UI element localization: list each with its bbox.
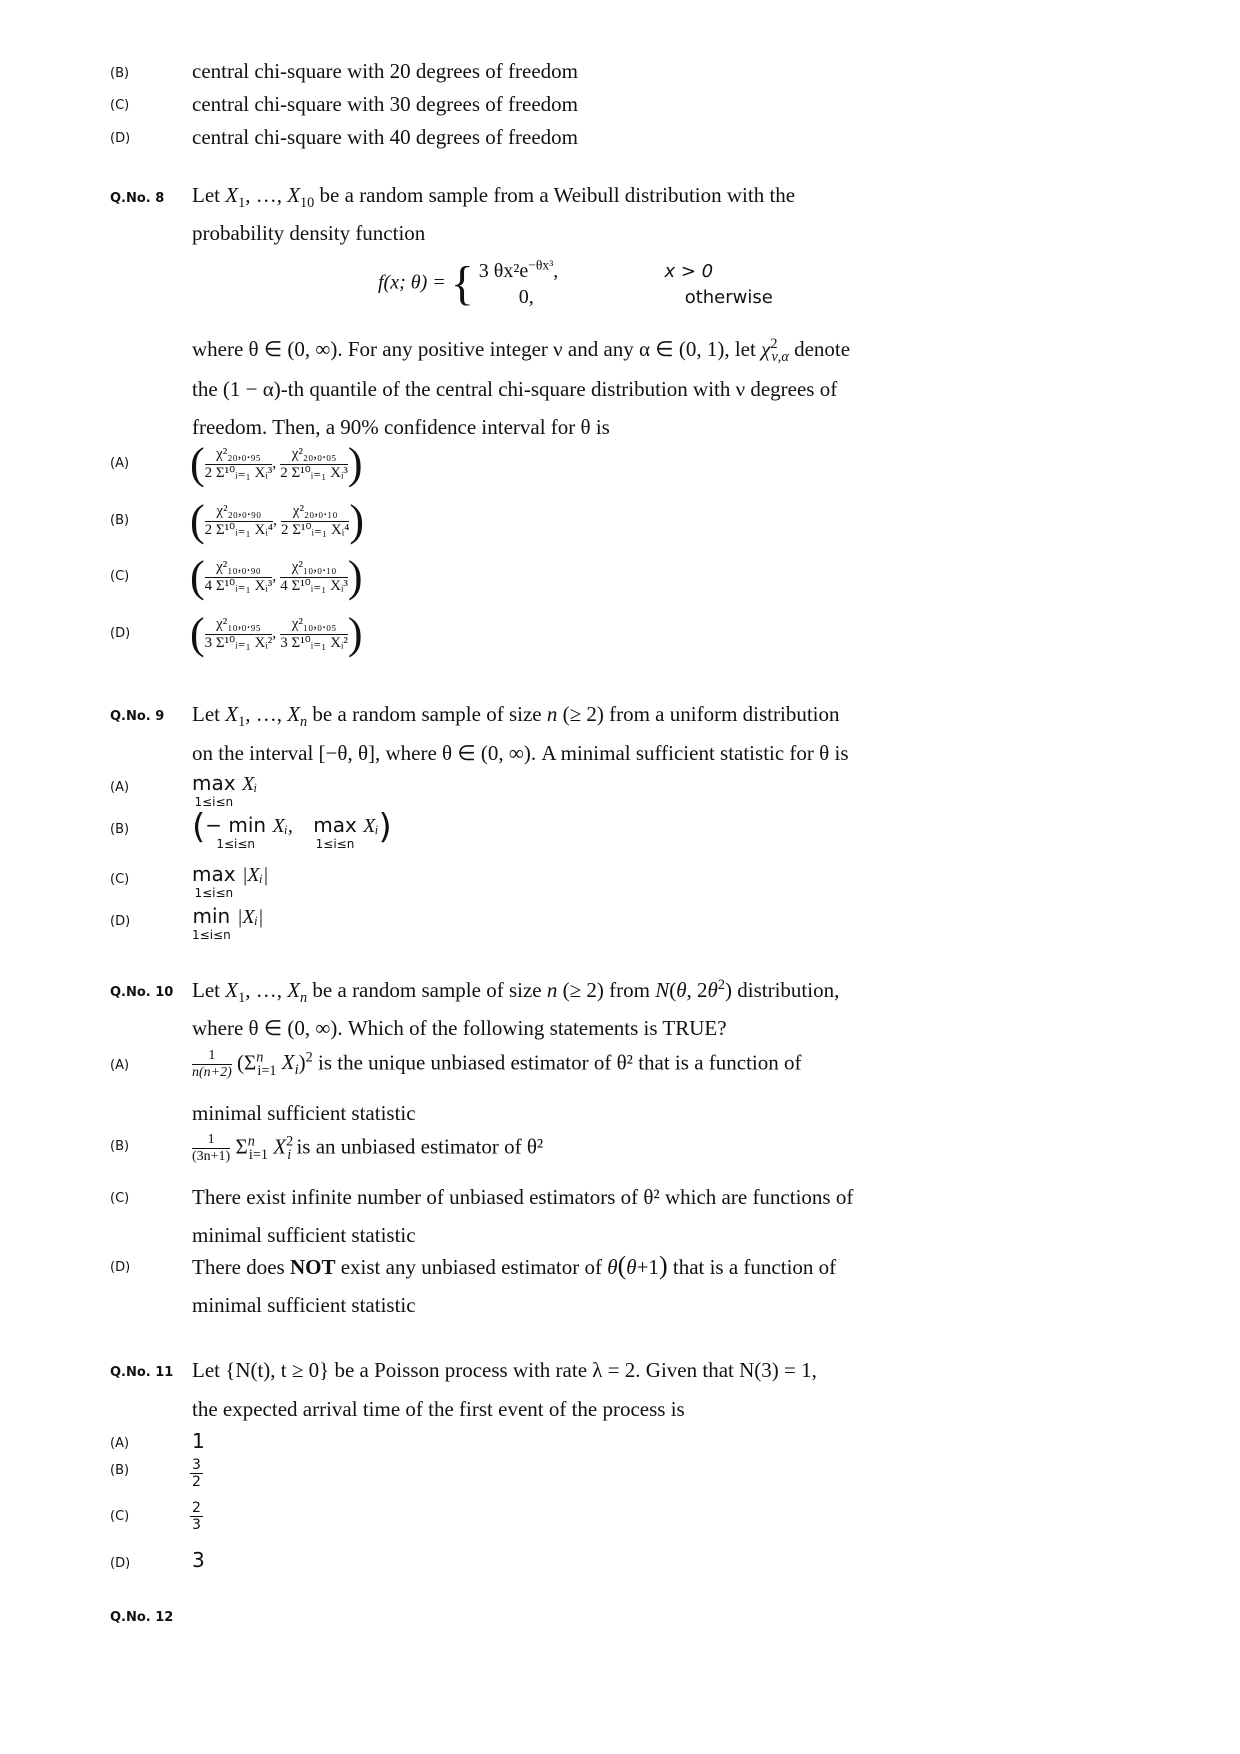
q8-option-b-interval: ( $\frac{\text{χ²₂₀,₀.₉₀}}{\text{2 Σ¹⁰ᵢ₌₁ Xᵢ⁴}}$ , $\frac{\text{χ²₂₀,₀.₁₀}}{\text{2 Σ¹⁰ᵢ₌₁ Xᵢ⁴}}$ ) <box>190 496 365 545</box>
q9-option-label-d: (D) <box>110 914 131 929</box>
q8-option-label-d: (D) <box>110 626 131 641</box>
option-text-c: central chi-square with 30 degrees of freedom <box>192 92 578 116</box>
q11-option-label-d: (D) <box>110 1556 131 1571</box>
q9-option-d: min 1≤i≤n |Xᵢ| <box>192 904 264 942</box>
q10-option-label-b: (B) <box>110 1139 130 1154</box>
q9-option-label-b: (B) <box>110 822 130 837</box>
q10-option-label-a: (A) <box>110 1058 130 1073</box>
q8-option-c-interval: ( $\frac{\text{χ²₁₀,₀.₉₀}}{\text{4 Σ¹⁰ᵢ₌₁ Xᵢ³}}$ , $\frac{\text{χ²₁₀,₀.₁₀}}{\text{4 Σ¹⁰ᵢ₌₁ Xᵢ³}}$ ) <box>190 552 363 601</box>
option-label-c: (C) <box>110 98 130 113</box>
q11-option-label-c: (C) <box>110 1509 130 1524</box>
q11-option-b-fraction: $\frac{3}{2}$ <box>192 1457 201 1491</box>
option-text-b: central chi-square with 20 degrees of freedom <box>192 59 578 83</box>
question-number-11: Q.No. 11 <box>110 1365 174 1380</box>
option-label-d: (D) <box>110 131 131 146</box>
q10-option-c-line-2: minimal sufficient statistic <box>192 1223 416 1247</box>
q11-option-a-value: 1 <box>192 1429 205 1453</box>
q10-line-2: where θ ∈ (0, ∞). Which of the following statements is TRUE? <box>192 1016 727 1040</box>
q10-option-a-line-2: minimal sufficient statistic <box>192 1101 416 1125</box>
q8-pdf-formula: f(x; θ) = { 3 $\theta x^2e^{-\theta x^3}$, x > 0 0, otherwise <box>378 256 773 310</box>
option-text-d: central chi-square with 40 degrees of freedom <box>192 125 578 149</box>
q11-option-c-fraction: $\frac{2}{3}$ <box>192 1500 201 1534</box>
q8-option-label-b: (B) <box>110 513 130 528</box>
q9-option-a: max 1≤i≤n Xᵢ <box>192 771 258 809</box>
q8-line-4: the (1 − α)-th quantile of the central chi-square distribution with ν degrees of <box>192 377 838 401</box>
q10-option-c: There exist infinite number of unbiased estimators of θ² which are functions of <box>192 1185 854 1209</box>
q9-option-label-a: (A) <box>110 780 130 795</box>
q8-option-a-interval: ( $\frac{\text{χ²₂₀,₀.₉₅}}{\text{2 Σ¹⁰ᵢ₌₁ Xᵢ³}}$ , $\frac{\text{χ²₂₀,₀.₀₅}}{\text{2 Σ¹⁰ᵢ₌₁ Xᵢ³}}$ ) <box>190 439 363 488</box>
q8-line-5: freedom. Then, a 90% confidence interval for θ is <box>192 415 610 439</box>
q10-option-b: $\frac{1}{(3n+1)}$ $\Sigma^n_{i=1}$ $X^2_i$ is an unbiased estimator of θ² <box>192 1132 544 1165</box>
question-number-12: Q.No. 12 <box>110 1610 174 1625</box>
q11-option-d-value: 3 <box>192 1548 205 1572</box>
q8-option-label-a: (A) <box>110 456 130 471</box>
option-label-b: (B) <box>110 66 130 81</box>
q11-option-label-b: (B) <box>110 1463 130 1478</box>
q10-line-1: Let $X_1$, …, $X_n$ be a random sample of size n (≥ 2) from N(θ, $2\theta^2$) distribution, <box>192 977 840 1007</box>
q10-option-label-d: (D) <box>110 1260 131 1275</box>
q9-line-2: on the interval [−θ, θ], where θ ∈ (0, ∞). A minimal sufficient statistic for θ is <box>192 741 849 765</box>
q9-option-c: max 1≤i≤n |Xᵢ| <box>192 862 269 900</box>
q8-option-d-interval: ( $\frac{\text{χ²₁₀,₀.₉₅}}{\text{3 Σ¹⁰ᵢ₌₁ Xᵢ²}}$ , $\frac{\text{χ²₁₀,₀.₀₅}}{\text{3 Σ¹⁰ᵢ₌₁ Xᵢ²}}$ ) <box>190 609 363 658</box>
question-number-8: Q.No. 8 <box>110 191 165 206</box>
question-number-10: Q.No. 10 <box>110 985 174 1000</box>
q9-option-b: (− min 1≤i≤n Xᵢ, max 1≤i≤n Xᵢ) <box>192 807 392 851</box>
q11-line-2: the expected arrival time of the first event of the process is <box>192 1397 685 1421</box>
q10-option-a: $\frac{1}{n(n+2)}$ ($\Sigma^n_{i=1}$ $X_i)^2$ is the unique unbiased estimator of θ² that is a function of <box>192 1048 802 1081</box>
q11-option-label-a: (A) <box>110 1436 130 1451</box>
q9-option-label-c: (C) <box>110 872 130 887</box>
q10-option-d: There does NOT exist any unbiased estimator of θ(θ+1) that is a function of <box>192 1251 837 1280</box>
q10-option-label-c: (C) <box>110 1191 130 1206</box>
q8-line-2: probability density function <box>192 221 426 245</box>
q8-line-3: where θ ∈ (0, ∞). For any positive integer ν and any α ∈ (0, 1), let $\chi^2_{\nu,\alpha}$ denote <box>192 336 851 366</box>
q8-option-label-c: (C) <box>110 569 130 584</box>
q9-line-1: Let $X_1$, …, $X_n$ be a random sample of size n (≥ 2) from a uniform distribution <box>192 702 840 731</box>
question-number-9: Q.No. 9 <box>110 709 165 724</box>
q10-option-d-line-2: minimal sufficient statistic <box>192 1293 416 1317</box>
q8-line-1: Let $X_1$, …, $X_{10}$ be a random sample from a Weibull distribution with the <box>192 183 796 212</box>
q11-line-1: Let {N(t), t ≥ 0} be a Poisson process with rate λ = 2. Given that N(3) = 1, <box>192 1358 817 1382</box>
